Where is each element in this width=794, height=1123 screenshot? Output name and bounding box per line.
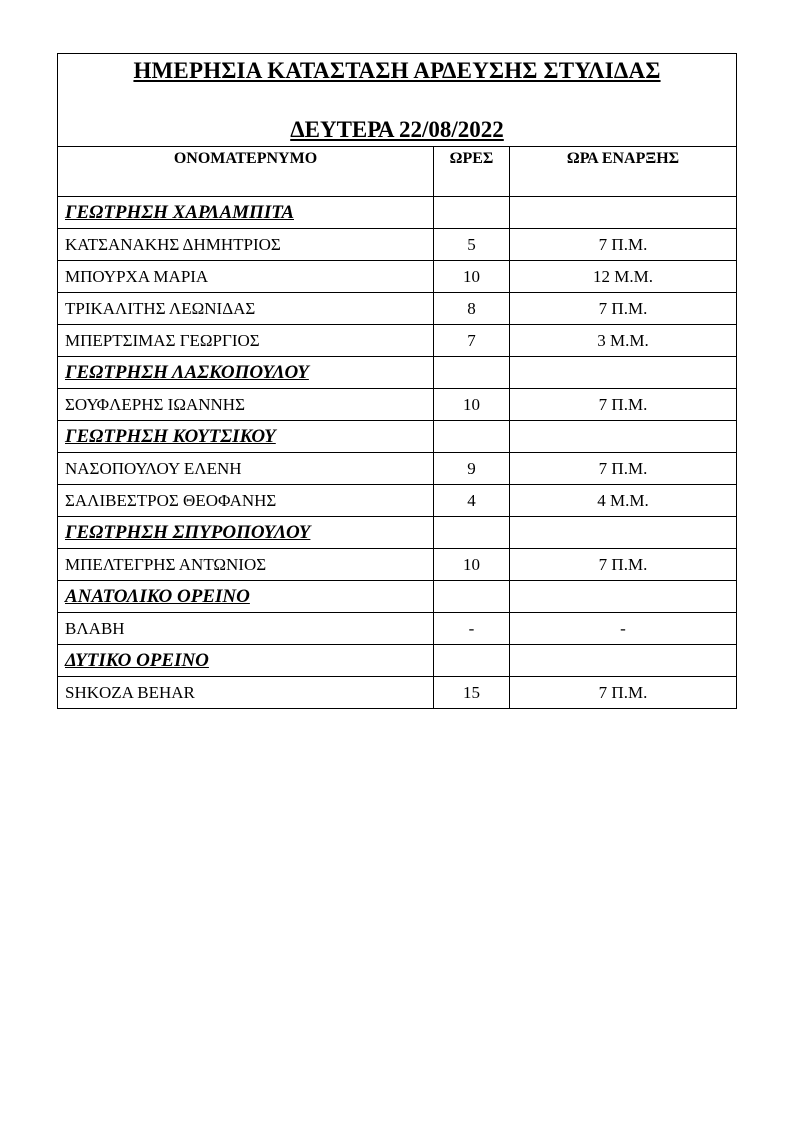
hours-cell (434, 421, 510, 453)
name-cell: ΚΑΤΣΑΝΑΚΗΣ ΔΗΜΗΤΡΙΟΣ (58, 229, 434, 261)
table-row (58, 549, 737, 581)
section-row (58, 197, 737, 229)
section-title: ΔΥΤΙΚΟ ΟΡΕΙΝΟ (58, 645, 434, 677)
hours-cell (434, 357, 510, 389)
start-time-cell: 7 Π.Μ. (510, 293, 737, 325)
start-time-cell: 7 Π.Μ. (510, 549, 737, 581)
start-time-cell: 3 Μ.Μ. (510, 325, 737, 357)
hours-cell: - (434, 613, 510, 645)
section-row (58, 421, 737, 453)
title-row (58, 54, 737, 147)
hours-cell: 10 (434, 389, 510, 421)
hours-cell: 7 (434, 325, 510, 357)
column-header-name: ΟΝΟΜΑΤΕΡΝΥΜΟ (58, 147, 434, 197)
table-row (58, 613, 737, 645)
hours-cell: 4 (434, 485, 510, 517)
start-time-cell (510, 357, 737, 389)
start-time-cell: 12 Μ.Μ. (510, 261, 737, 293)
table-row (58, 485, 737, 517)
report-title: ΗΜΕΡΗΣΙΑ ΚΑΤΑΣΤΑΣΗ ΑΡΔΕΥΣΗΣ ΣΤΥΛΙΔΑΣ (133, 58, 661, 83)
header-row (58, 147, 737, 197)
start-time-cell (510, 517, 737, 549)
start-time-cell (510, 645, 737, 677)
name-cell: ΤΡΙΚΑΛΙΤΗΣ ΛΕΩΝΙΔΑΣ (58, 293, 434, 325)
table-row (58, 453, 737, 485)
name-cell: ΝΑΣΟΠΟΥΛΟΥ ΕΛΕΝΗ (58, 453, 434, 485)
table-row (58, 261, 737, 293)
section-row (58, 357, 737, 389)
section-title: ΑΝΑΤΟΛΙΚΟ ΟΡΕΙΝΟ (58, 581, 434, 613)
table-row (58, 325, 737, 357)
name-cell: ΒΛΑΒΗ (58, 613, 434, 645)
name-cell: ΣΑΛΙΒΕΣΤΡΟΣ ΘΕΟΦΑΝΗΣ (58, 485, 434, 517)
table-row (58, 293, 737, 325)
start-time-cell: 7 Π.Μ. (510, 677, 737, 709)
section-row (58, 517, 737, 549)
start-time-cell (510, 421, 737, 453)
report-date: ΔΕΥΤΕΡΑ 22/08/2022 (290, 117, 504, 142)
title-cell (58, 54, 737, 147)
start-time-cell: 7 Π.Μ. (510, 389, 737, 421)
hours-cell: 8 (434, 293, 510, 325)
start-time-cell (510, 197, 737, 229)
start-time-cell (510, 581, 737, 613)
section-title: ΓΕΩΤΡΗΣΗ ΣΠΥΡΟΠΟΥΛΟΥ (58, 517, 434, 549)
start-time-cell: 7 Π.Μ. (510, 453, 737, 485)
section-title: ΓΕΩΤΡΗΣΗ ΚΟΥΤΣΙΚΟΥ (58, 421, 434, 453)
hours-cell: 15 (434, 677, 510, 709)
start-time-cell: 4 Μ.Μ. (510, 485, 737, 517)
irrigation-report (57, 53, 736, 709)
section-row (58, 645, 737, 677)
start-time-cell: 7 Π.Μ. (510, 229, 737, 261)
name-cell: SHKOZA BEHAR (58, 677, 434, 709)
table-row (58, 389, 737, 421)
section-row (58, 581, 737, 613)
hours-cell (434, 581, 510, 613)
hours-cell (434, 197, 510, 229)
name-cell: ΜΠΕΛΤΕΓΡΗΣ ΑΝΤΩΝΙΟΣ (58, 549, 434, 581)
hours-cell (434, 517, 510, 549)
hours-cell: 5 (434, 229, 510, 261)
hours-cell (434, 645, 510, 677)
hours-cell: 10 (434, 549, 510, 581)
start-time-cell: - (510, 613, 737, 645)
name-cell: ΣΟΥΦΛΕΡΗΣ ΙΩΑΝΝΗΣ (58, 389, 434, 421)
section-title: ΓΕΩΤΡΗΣΗ ΛΑΣΚΟΠΟΥΛΟΥ (58, 357, 434, 389)
table-row (58, 229, 737, 261)
table-row (58, 677, 737, 709)
section-title: ΓΕΩΤΡΗΣΗ ΧΑΡΛΑΜΠΙΤΑ (58, 197, 434, 229)
irrigation-table (57, 53, 737, 709)
column-header-start-time: ΩΡΑ ΕΝΑΡΞΗΣ (510, 147, 737, 197)
name-cell: ΜΠΕΡΤΣΙΜΑΣ ΓΕΩΡΓΙΟΣ (58, 325, 434, 357)
hours-cell: 10 (434, 261, 510, 293)
hours-cell: 9 (434, 453, 510, 485)
column-header-hours: ΩΡΕΣ (434, 147, 510, 197)
name-cell: ΜΠΟΥΡΧΑ ΜΑΡΙΑ (58, 261, 434, 293)
